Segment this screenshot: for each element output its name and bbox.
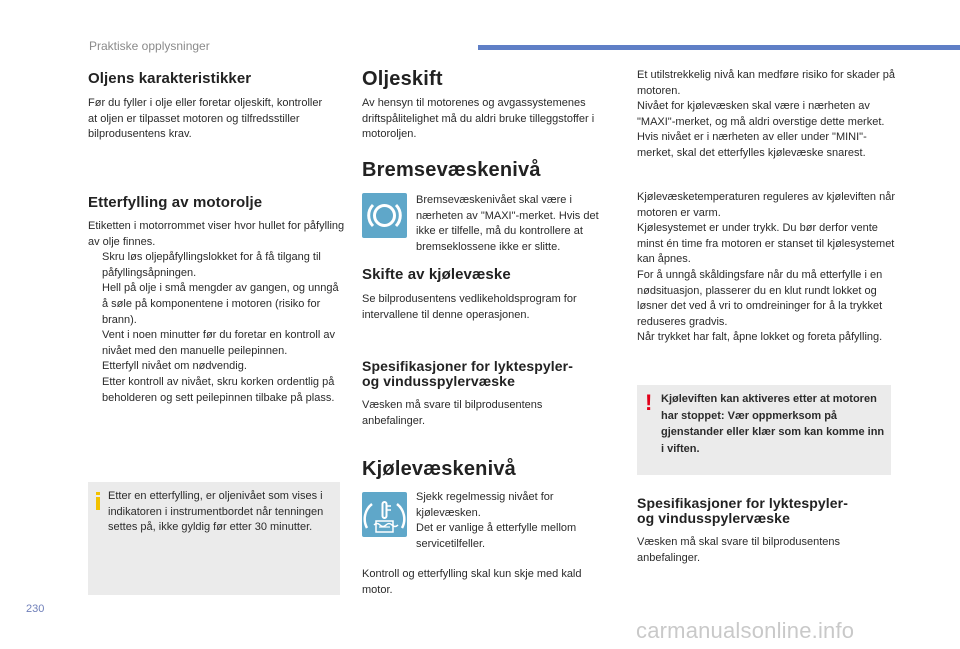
coolant-level-heading: Kjølevæskenivå: [362, 458, 516, 480]
washer-spec-heading-line: og vindusspylervæske: [637, 510, 790, 526]
watermark-text: carmanualsonline.info: [636, 618, 855, 643]
washer-spec-heading-line: og vindusspylervæske: [362, 373, 515, 389]
oil-characteristics-text: Før du fyller i olje eller foretar oljeskift, kontroller at oljen er tilpasset motoren og tilfredsstiller bilprodusentens krav.: [88, 97, 323, 141]
washer-spec-text: Væsken må svare til bilprodusentens anbefalinger.: [362, 399, 543, 427]
washer-spec-heading-line: Spesifikasjoner for lyktespyler-: [362, 358, 573, 374]
paragraph: Kjølevæsketemperaturen reguleres av kjøleviften når motoren er varm.: [637, 191, 896, 219]
paragraph: For å unngå skåldingsfare når du må etterfylle i en nødsituasjon, plasserer du en klut rundt lokket og løsner det ved å vri to omdreininger for å la trykket reduseres gradvis.: [637, 268, 883, 328]
washer-spec-heading-line: Spesifikasjoner for lyktespyler-: [637, 495, 848, 511]
coolant-change-text: Se bilprodusentens vedlikeholdsprogram for intervallene til denne operasjonen.: [362, 293, 577, 321]
brake-warning-icon: [362, 193, 407, 238]
coolant-pressure-details: [637, 190, 895, 346]
paragraph: Et utilstrekkelig nivå kan medføre risiko for skader på motoren.: [637, 69, 895, 97]
warning-note-text: Kjøleviften kan aktiveres etter at motoren har stoppet: Vær oppmerksom på gjenstander eller klær som kan komme inn i viften.: [661, 393, 885, 455]
list-item-text: Hell på olje i små mengder av gangen, og unngå å søle på komponentene i motoren (risiko for brann).: [102, 282, 339, 326]
oil-characteristics-heading: Oljens karakteristikker: [88, 70, 252, 87]
list-item: [88, 250, 346, 281]
brake-fluid-heading: Bremsevæskenivå: [362, 159, 541, 181]
coolant-cold-engine-text: Kontroll og etterfylling skal kun skje med kald motor.: [362, 568, 582, 596]
oil-change-text: Av hensyn til motorenes og avgassystemenes driftspålitelighet må du aldri bruke tilleggstoffer i motoroljen.: [362, 97, 595, 141]
oil-refill-steps: [88, 250, 346, 406]
coolant-level-intro: [416, 490, 616, 552]
coolant-level-details: [637, 68, 895, 162]
oil-refill-intro: Etiketten i motorrommet viser hvor hullet for påfylling av olje finnes.: [88, 220, 345, 248]
paragraph: Kjølesystemet er under trykk. Du bør derfor vente minst én time fra motoren er stanset til kjølesystemet kan åpnes.: [637, 222, 895, 266]
coolant-temperature-icon: [362, 492, 407, 537]
paragraph: Nivået for kjølevæsken skal være i nærheten av "MAXI"-merket, og må aldri overstige dette merket.: [637, 100, 885, 128]
washer-spec-heading-2: [637, 496, 848, 526]
info-note-text: Etter en etterfylling, er oljenivået som vises i indikatoren i instrumentbordet når tenningen settes på, ikke gyldig før etter 30 minutter.: [108, 490, 324, 534]
list-item-text: Etterfyll nivået om nødvendig.: [102, 360, 247, 373]
list-item-text: Vent i noen minutter før du foretar en kontroll av nivået med den manuelle peilepinnen.: [102, 329, 335, 357]
paragraph: Når trykket har falt, åpne lokket og foreta påfylling.: [637, 331, 883, 344]
list-item: [88, 359, 346, 375]
info-note-box: [88, 482, 340, 595]
header-accent-bar: [478, 45, 960, 50]
page-number: 230: [26, 603, 45, 615]
coolant-topup-text: Det er vanlige å etterfylle mellom servicetilfeller.: [416, 522, 577, 550]
list-item-text: Skru løs oljepåfyllingslokket for å få tilgang til påfyllingsåpningen.: [102, 251, 321, 279]
list-item: [88, 281, 346, 328]
warning-exclamation-icon: !: [645, 390, 653, 415]
list-item: [88, 375, 346, 406]
list-item: [88, 328, 346, 359]
brake-fluid-text: Bremsevæskenivået skal være i nærheten av "MAXI"-merket. Hvis det ikke er tilfelle, må du kontrollere at bremseklossene ikke er slitte.: [416, 194, 599, 253]
coolant-check-text: Sjekk regelmessig nivået for kjølevæsken.: [416, 491, 554, 519]
washer-spec-heading: [362, 359, 573, 389]
paragraph: Hvis nivået er i nærheten av eller under "MINI"-merket, skal det etterfylles kjølevæske snarest.: [637, 131, 867, 159]
info-icon: [96, 492, 100, 510]
warning-note-box: [637, 385, 891, 475]
washer-spec-text-2: Væsken må skal svare til bilprodusentens anbefalinger.: [637, 536, 840, 564]
oil-refill-heading: Etterfylling av motorolje: [88, 194, 263, 211]
oil-refill-section: [88, 219, 346, 406]
running-header: Praktiske opplysninger: [89, 39, 210, 53]
list-item-text: Etter kontroll av nivået, skru korken ordentlig på beholderen og sett peilepinnen tilbake på plass.: [102, 375, 335, 404]
oil-change-heading: Oljeskift: [362, 68, 443, 90]
coolant-change-heading: Skifte av kjølevæske: [362, 266, 511, 283]
